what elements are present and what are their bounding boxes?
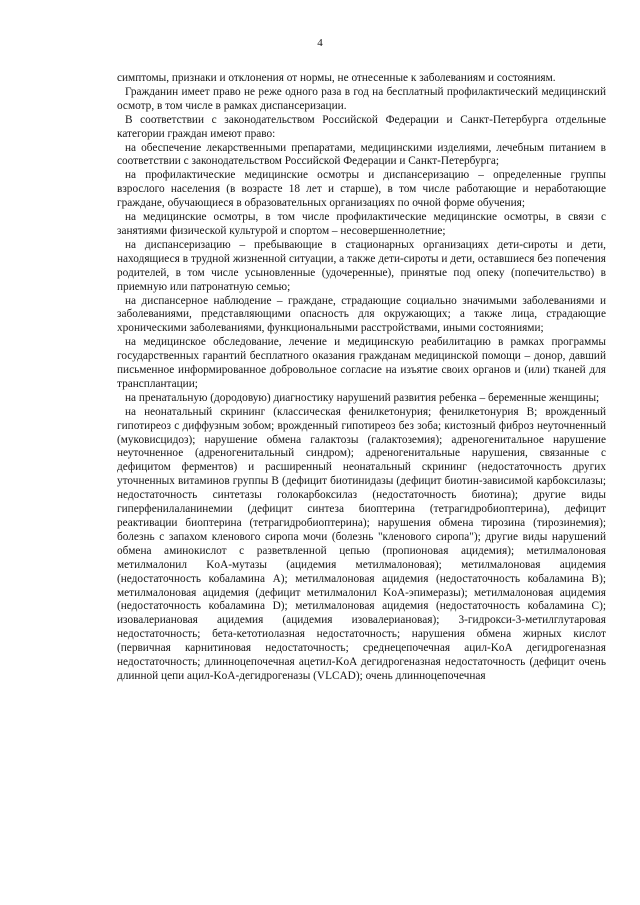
paragraph-prenatal: на пренатальную (дородовую) диагностику нарушений развития ребенка – беременные женщины; xyxy=(125,391,600,404)
paragraph-dispensary-observation: на диспансерное наблюдение – граждане, страдающие социально значимыми заболеваниями и заболеваниями, представляющими опасность для окружающих; а также лица, страдающие хроническими заболеваниями, функциональными расстройствами, иными состояниями; xyxy=(117,294,606,335)
paragraph-categories-intro: В соответствии с законодательством Российской Федерации и Санкт-Петербурга отдельные категории граждан имеют право: xyxy=(117,113,606,140)
paragraph-donor: на медицинское обследование, лечение и медицинскую реабилитацию в рамках программы государственных гарантий бесплатного оказания гражданам медицинской помощи – донор, давший письменное информированное добровольное согласие на изъятие своих органов и (или) тканей для трансплантации; xyxy=(117,336,606,390)
paragraph-annual-checkup: Гражданин имеет право не реже одного раза в год на бесплатный профилактический медицинский осмотр, в том числе в рамках диспансеризации. xyxy=(117,85,606,112)
page-number: 4 xyxy=(317,37,323,49)
paragraph-continuation: симптомы, признаки и отклонения от нормы, не отнесенные к заболеваниям и состояниям. xyxy=(117,72,556,84)
paragraph-preventive-exams: на профилактические медицинские осмотры и диспансеризацию – определенные группы взрослого населения (в возрасте 18 лет и старше), в том числе работающие и неработающие граждане, обучающиеся в образовательных организациях по очной форме обучения; xyxy=(117,169,606,210)
paragraph-orphans-dispensary: на диспансеризацию – пребывающие в стационарных организациях дети-сироты и дети, находящиеся в трудной жизненной ситуации, а также дети-сироты и дети, оставшиеся без попечения родителей, в том числе усыновленные (удочеренные), принятые под опеку (попечительство) в приемную или патронатную семью; xyxy=(117,238,606,293)
paragraph-sports-exams: на медицинские осмотры, в том числе профилактические медицинские осмотры, в связи с занятиями физической культурой и спортом – несовершеннолетние; xyxy=(117,211,606,237)
paragraph-neonatal-screening: на неонатальный скрининг (классическая фенилкетонурия; фенилкетонурия B; врожденный гипотиреоз с диффузным зобом; врожденный гипотиреоз без зоба; кистозный фиброз неуточненный (муковисцидоз); нарушение обмена галактозы (галактоземия); адреногенитальное нарушение неуточненное (адреногенитальный синдром); адреногенитальные нарушения, связанные с дефицитом ферментов) и расширенный неонатальный скрининг (недостаточность других уточненных витаминов группы B (дефицит биотинидазы (дефицит биотин-зависимой карбоксилазы; недостаточность синтетазы голокарбоксилаз (недостаточность биотина); другие виды гиперфенилаланинемии (дефицит синтеза биоптерина (тетрагидробиоптерина), дефицит реактивации биоптерина (тетрагидробиоптерина); нарушения обмена тирозина (тирозинемия); болезнь с запахом кленового сиропа мочи (болезнь "кленового сиропа"); другие виды нарушений обмена аминокислот с разветвленной цепью (пропионовая ацидемия); метилмалоновая метилмалонил KoA-мутазы (ацидемия метилмалоновая); метилмалоновая ацидемия (недостаточность кобаламина A); метилмалоновая ацидемия (недостаточность кобаламина B); метилмалоновая ацидемия (дефицит метилмалонил KoA-эпимеразы); метилмалоновая ацидемия (недостаточность кобаламина D); метилмалоновая ацидемия (недостаточность кобаламина C); изовалериановая ацидемия (ацидемия изовалериановая); 3-гидрокси-3-метилглутаровая недостаточность; бета-кетотиолазная недостаточность; нарушения обмена жирных кислот (первичная карнитиновая недостаточность; среднецепочечная ацил-KoA дегидрогеназная недостаточность; длинноцепочечная ацетил-KoA дегидрогеназная недостаточность (дефицит очень длинной цепи ацил-KoA-дегидрогеназы (VLCAD); очень длинноцепочечная xyxy=(117,405,606,682)
paragraph-medicines: на обеспечение лекарственными препаратами, медицинскими изделиями, лечебным питанием в соответствии с законодательством Российской Федерации и Санкт-Петербурга; xyxy=(117,141,606,168)
